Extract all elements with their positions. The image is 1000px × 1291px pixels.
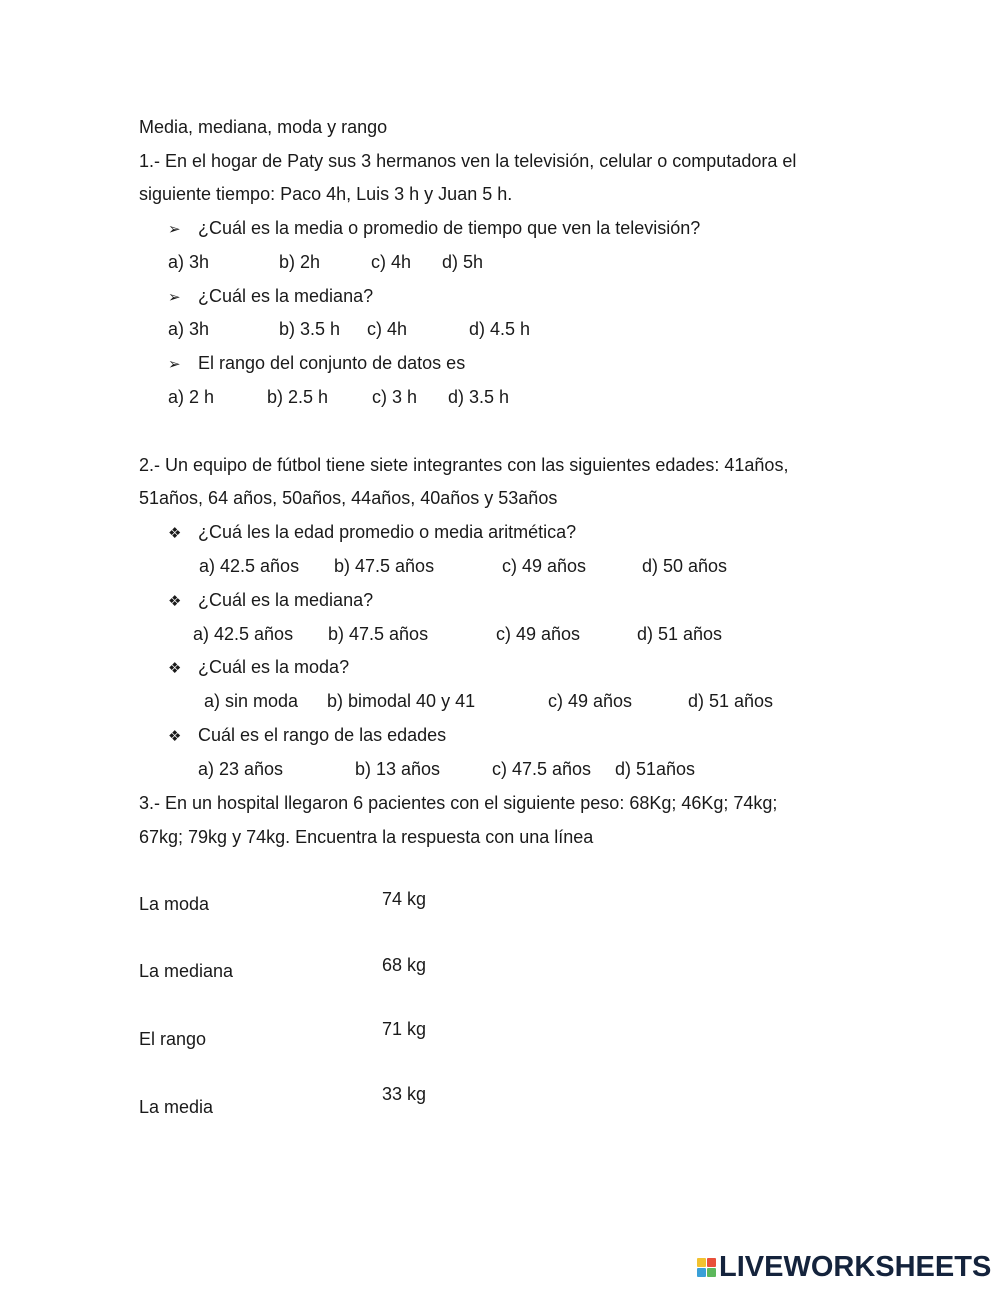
q1-sub3-option-b[interactable]: b) 2.5 h (267, 387, 329, 407)
q1-sub3-option-a[interactable]: a) 2 h (168, 387, 215, 407)
q2-sub2-option-c[interactable]: c) 49 años (496, 624, 581, 644)
logo-square-icon (697, 1258, 706, 1267)
q1-sub1-question: ¿Cuál es la media o promedio de tiempo que ven la televisión? (198, 218, 701, 238)
q3-statement-line2: 67kg; 79kg y 74kg. Encuentra la respuesta con una línea (139, 827, 594, 847)
logo-square-icon (697, 1268, 706, 1277)
q2-sub1-option-a[interactable]: a) 42.5 años (199, 556, 300, 576)
q1-statement-line1: 1.- En el hogar de Paty sus 3 hermanos ven la televisión, celular o computadora el (139, 151, 797, 171)
q2-sub2-question: ¿Cuál es la mediana? (198, 590, 374, 610)
arrow-bullet-icon: ➢ (168, 288, 181, 306)
q2-sub3-option-b[interactable]: b) bimodal 40 y 41 (327, 691, 476, 711)
q2-sub2-option-a[interactable]: a) 42.5 años (193, 624, 294, 644)
q2-statement-line1: 2.- Un equipo de fútbol tiene siete integrantes con las siguientes edades: 41años, (139, 455, 789, 475)
q2-sub3-option-d[interactable]: d) 51 años (688, 691, 774, 711)
q2-sub1-option-b[interactable]: b) 47.5 años (334, 556, 435, 576)
page-title: Media, mediana, moda y rango (139, 117, 388, 137)
q1-sub1-option-a[interactable]: a) 3h (168, 252, 210, 272)
q2-sub4-option-d[interactable]: d) 51años (615, 759, 696, 779)
q2-sub2-option-d[interactable]: d) 51 años (637, 624, 723, 644)
liveworksheets-logo (697, 1252, 991, 1282)
q2-sub4-option-b[interactable]: b) 13 años (355, 759, 441, 779)
match-left-item[interactable]: La mediana (139, 961, 234, 981)
diamond-bullet-icon: ❖ (168, 659, 182, 677)
arrow-bullet-icon: ➢ (168, 220, 181, 238)
q2-sub1-option-c[interactable]: c) 49 años (502, 556, 587, 576)
diamond-bullet-icon: ❖ (168, 592, 182, 610)
q1-sub2-option-c[interactable]: c) 4h (367, 319, 408, 339)
match-right-item[interactable]: 71 kg (382, 1019, 427, 1039)
match-left-item[interactable]: La moda (139, 894, 210, 914)
q1-sub3-option-d[interactable]: d) 3.5 h (448, 387, 510, 407)
diamond-bullet-icon: ❖ (168, 524, 182, 542)
q1-sub2-option-b[interactable]: b) 3.5 h (279, 319, 341, 339)
match-right-item[interactable]: 74 kg (382, 889, 427, 909)
q2-sub1-option-d[interactable]: d) 50 años (642, 556, 728, 576)
q1-sub2-option-a[interactable]: a) 3h (168, 319, 210, 339)
q1-sub3-question: El rango del conjunto de datos es (198, 353, 466, 373)
diamond-bullet-icon: ❖ (168, 727, 182, 745)
logo-square-icon (707, 1268, 716, 1277)
q1-sub1-option-c[interactable]: c) 4h (371, 252, 412, 272)
match-right-item[interactable]: 68 kg (382, 955, 427, 975)
q1-sub3-option-c[interactable]: c) 3 h (372, 387, 418, 407)
q2-sub2-option-b[interactable]: b) 47.5 años (328, 624, 429, 644)
q1-sub1-option-d[interactable]: d) 5h (442, 252, 484, 272)
liveworksheets-logo-icon (697, 1258, 716, 1277)
q2-sub4-question: Cuál es el rango de las edades (198, 725, 447, 745)
q2-sub3-option-c[interactable]: c) 49 años (548, 691, 633, 711)
logo-square-icon (707, 1258, 716, 1267)
q2-sub1-question: ¿Cuá les la edad promedio o media aritmética? (198, 522, 577, 542)
q1-sub2-option-d[interactable]: d) 4.5 h (469, 319, 531, 339)
match-left-item[interactable]: La media (139, 1097, 214, 1117)
q1-sub1-option-b[interactable]: b) 2h (279, 252, 321, 272)
q1-statement-line2: siguiente tiempo: Paco 4h, Luis 3 h y Juan 5 h. (139, 184, 513, 204)
liveworksheets-logo-text: LIVEWORKSHEETS (719, 1250, 992, 1283)
q2-sub3-option-a[interactable]: a) sin moda (204, 691, 299, 711)
q1-sub2-question: ¿Cuál es la mediana? (198, 286, 374, 306)
q2-sub4-option-a[interactable]: a) 23 años (198, 759, 284, 779)
arrow-bullet-icon: ➢ (168, 355, 181, 373)
q3-statement-line1: 3.- En un hospital llegaron 6 pacientes con el siguiente peso: 68Kg; 46Kg; 74kg; (139, 793, 778, 813)
match-left-item[interactable]: El rango (139, 1029, 207, 1049)
q2-sub4-option-c[interactable]: c) 47.5 años (492, 759, 592, 779)
q2-statement-line2: 51años, 64 años, 50años, 44años, 40años y 53años (139, 488, 558, 508)
q2-sub3-question: ¿Cuál es la moda? (198, 657, 350, 677)
match-right-item[interactable]: 33 kg (382, 1084, 427, 1104)
